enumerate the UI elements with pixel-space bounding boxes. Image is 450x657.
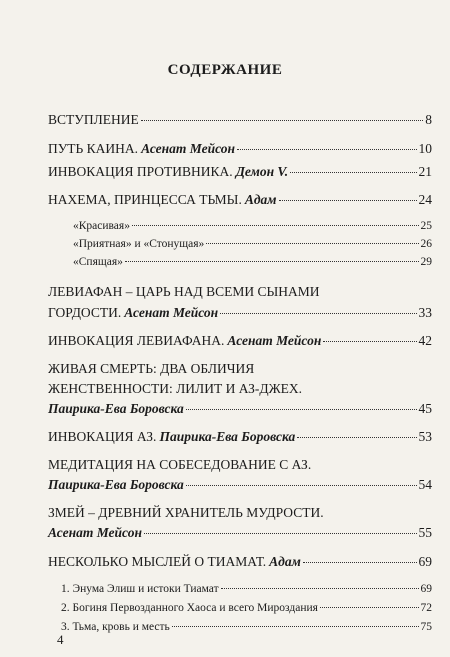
entry-title-line: ЖЕНСТВЕННОСТИ: ЛИЛИТ И АЗ-ДЖЕХ. xyxy=(48,381,303,396)
leader-dots xyxy=(320,607,419,608)
entry-page: 21 xyxy=(418,164,432,179)
entry-author: Паирика-Ева Боровска xyxy=(159,429,296,444)
entry-page: 53 xyxy=(418,429,432,444)
entry-title: ВСТУПЛЕНИЕ xyxy=(48,112,139,127)
leader-dots xyxy=(303,562,417,563)
entry-author: Паирика-Ева Боровска xyxy=(48,401,184,416)
toc-entry xyxy=(48,429,432,445)
leader-dots xyxy=(132,225,419,226)
entry-title: ИНВОКАЦИЯ ПРОТИВНИКА. xyxy=(48,164,233,179)
toc-subentry xyxy=(73,256,432,268)
entry-title: 3. Тьма, кровь и месть xyxy=(61,621,170,633)
leader-dots xyxy=(206,243,418,244)
entry-author: Демон V. xyxy=(235,164,289,179)
leader-dots xyxy=(144,533,417,534)
entry-author: Асенат Мейсон xyxy=(124,305,219,320)
leader-dots xyxy=(297,437,416,438)
entry-page: 72 xyxy=(420,602,432,614)
toc-entry xyxy=(48,525,432,541)
toc-subentry xyxy=(73,220,432,232)
entry-page: 10 xyxy=(418,141,432,156)
entry-author: Асенат Мейсон xyxy=(141,141,236,156)
toc-entry xyxy=(48,164,432,180)
entry-page: 69 xyxy=(418,554,432,569)
leader-dots xyxy=(323,341,416,342)
entry-page: 55 xyxy=(418,525,432,540)
entry-author: Паирика-Ева Боровска xyxy=(48,477,184,492)
entry-title-line: ЖИВАЯ СМЕРТЬ: ДВА ОБЛИЧИЯ xyxy=(48,361,255,376)
toc-subentry xyxy=(61,621,432,633)
leader-dots xyxy=(220,313,416,314)
leader-dots xyxy=(290,172,416,173)
entry-page: 25 xyxy=(420,220,432,232)
toc-entry xyxy=(48,477,432,493)
toc-entry xyxy=(48,192,432,208)
entry-title-line: ЗМЕЙ – ДРЕВНИЙ ХРАНИТЕЛЬ МУДРОСТИ. xyxy=(48,505,324,520)
entry-page: 8 xyxy=(425,112,432,127)
toc-entry xyxy=(48,401,432,417)
toc-entry xyxy=(48,554,432,570)
entry-title: НЕСКОЛЬКО МЫСЛЕЙ О ТИАМАТ. xyxy=(48,554,267,569)
entry-page: 45 xyxy=(418,401,432,416)
leader-dots xyxy=(186,485,417,486)
toc-subentry xyxy=(61,602,432,614)
entry-author: Адам xyxy=(269,554,301,569)
toc-subentry xyxy=(61,583,432,595)
page-number: 4 xyxy=(57,632,64,647)
toc-entry xyxy=(48,333,432,349)
entry-title: ПУТЬ КАИНА. xyxy=(48,141,139,156)
entry-title: ИНВОКАЦИЯ АЗ. xyxy=(48,429,157,444)
leader-dots xyxy=(279,200,417,201)
entry-title: «Приятная» и «Стонущая» xyxy=(73,238,205,250)
entry-title: 1. Энума Элиш и истоки Тиамат xyxy=(61,583,219,595)
entry-title-line: МЕДИТАЦИЯ НА СОБЕСЕДОВАНИЕ С АЗ. xyxy=(48,457,312,472)
entry-page: 75 xyxy=(420,621,432,633)
entry-page: 24 xyxy=(418,192,432,207)
page-title: СОДЕРЖАНИЕ xyxy=(167,62,283,78)
entry-page: 69 xyxy=(420,583,432,595)
entry-page: 54 xyxy=(418,477,432,492)
entry-page: 26 xyxy=(420,238,432,250)
toc-entry xyxy=(48,141,432,157)
toc-entry xyxy=(48,305,432,321)
entry-author: Асенат Мейсон xyxy=(227,333,322,348)
entry-title: ИНВОКАЦИЯ ЛЕВИАФАНА. xyxy=(48,333,225,348)
entry-title: 2. Богиня Первозданного Хаоса и всего Мироздания xyxy=(61,602,318,614)
entry-page: 33 xyxy=(418,305,432,320)
leader-dots xyxy=(125,261,419,262)
entry-author: Адам xyxy=(244,192,277,207)
entry-title: НАХЕМА, ПРИНЦЕССА ТЬМЫ. xyxy=(48,192,242,207)
toc-entry xyxy=(48,112,432,128)
toc-subentry xyxy=(73,238,432,250)
leader-dots xyxy=(186,409,417,410)
entry-author: Асенат Мейсон xyxy=(48,525,142,540)
leader-dots xyxy=(172,626,419,627)
entry-page: 29 xyxy=(420,256,432,268)
entry-title-line: ЛЕВИАФАН – ЦАРЬ НАД ВСЕМИ СЫНАМИ xyxy=(48,284,320,299)
entry-title: ГОРДОСТИ. xyxy=(48,305,122,320)
entry-page: 42 xyxy=(418,333,432,348)
leader-dots xyxy=(237,149,416,150)
entry-title: «Спящая» xyxy=(73,256,123,268)
leader-dots xyxy=(141,120,424,121)
leader-dots xyxy=(221,588,419,589)
entry-title: «Красивая» xyxy=(73,220,130,232)
